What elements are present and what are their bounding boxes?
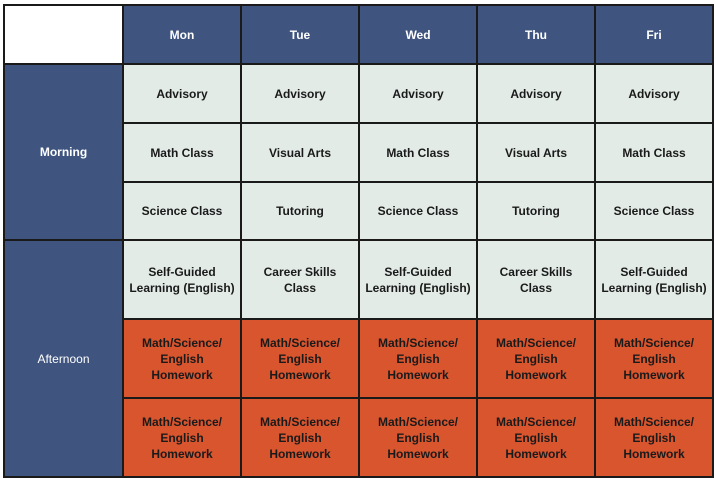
homework-cell: Math/Science/ English Homework xyxy=(477,319,595,398)
schedule-cell: Tutoring xyxy=(477,182,595,240)
schedule-cell: Advisory xyxy=(477,64,595,123)
schedule-cell: Advisory xyxy=(359,64,477,123)
schedule-cell: Career Skills Class xyxy=(241,240,359,319)
homework-cell: Math/Science/ English Homework xyxy=(241,319,359,398)
homework-cell: Math/Science/ English Homework xyxy=(595,398,713,477)
weekly-schedule-table xyxy=(3,4,714,478)
homework-cell: Math/Science/ English Homework xyxy=(241,398,359,477)
schedule-cell: Science Class xyxy=(595,182,713,240)
schedule-cell: Visual Arts xyxy=(477,123,595,182)
day-header-fri: Fri xyxy=(595,5,713,64)
homework-cell: Math/Science/ English Homework xyxy=(359,398,477,477)
schedule-cell: Advisory xyxy=(241,64,359,123)
schedule-cell: Advisory xyxy=(595,64,713,123)
schedule-cell: Math Class xyxy=(359,123,477,182)
schedule-cell: Career Skills Class xyxy=(477,240,595,319)
schedule-cell: Advisory xyxy=(123,64,241,123)
day-header-thu: Thu xyxy=(477,5,595,64)
schedule-row xyxy=(4,240,713,319)
schedule-cell: Self-Guided Learning (English) xyxy=(595,240,713,319)
schedule-cell: Science Class xyxy=(123,182,241,240)
schedule-cell: Science Class xyxy=(359,182,477,240)
schedule-cell: Visual Arts xyxy=(241,123,359,182)
homework-cell: Math/Science/ English Homework xyxy=(359,319,477,398)
schedule-cell: Math Class xyxy=(123,123,241,182)
day-header-mon: Mon xyxy=(123,5,241,64)
header-row xyxy=(4,5,713,64)
corner-cell xyxy=(4,5,123,64)
homework-cell: Math/Science/ English Homework xyxy=(477,398,595,477)
schedule-cell: Math Class xyxy=(595,123,713,182)
homework-cell: Math/Science/ English Homework xyxy=(123,319,241,398)
schedule-row xyxy=(4,64,713,123)
day-header-wed: Wed xyxy=(359,5,477,64)
schedule-cell: Self-Guided Learning (English) xyxy=(123,240,241,319)
day-header-tue: Tue xyxy=(241,5,359,64)
period-label-morning: Morning xyxy=(4,64,123,240)
schedule-cell: Tutoring xyxy=(241,182,359,240)
homework-cell: Math/Science/ English Homework xyxy=(595,319,713,398)
schedule-cell: Self-Guided Learning (English) xyxy=(359,240,477,319)
homework-cell: Math/Science/ English Homework xyxy=(123,398,241,477)
period-label-afternoon: Afternoon xyxy=(4,240,123,477)
